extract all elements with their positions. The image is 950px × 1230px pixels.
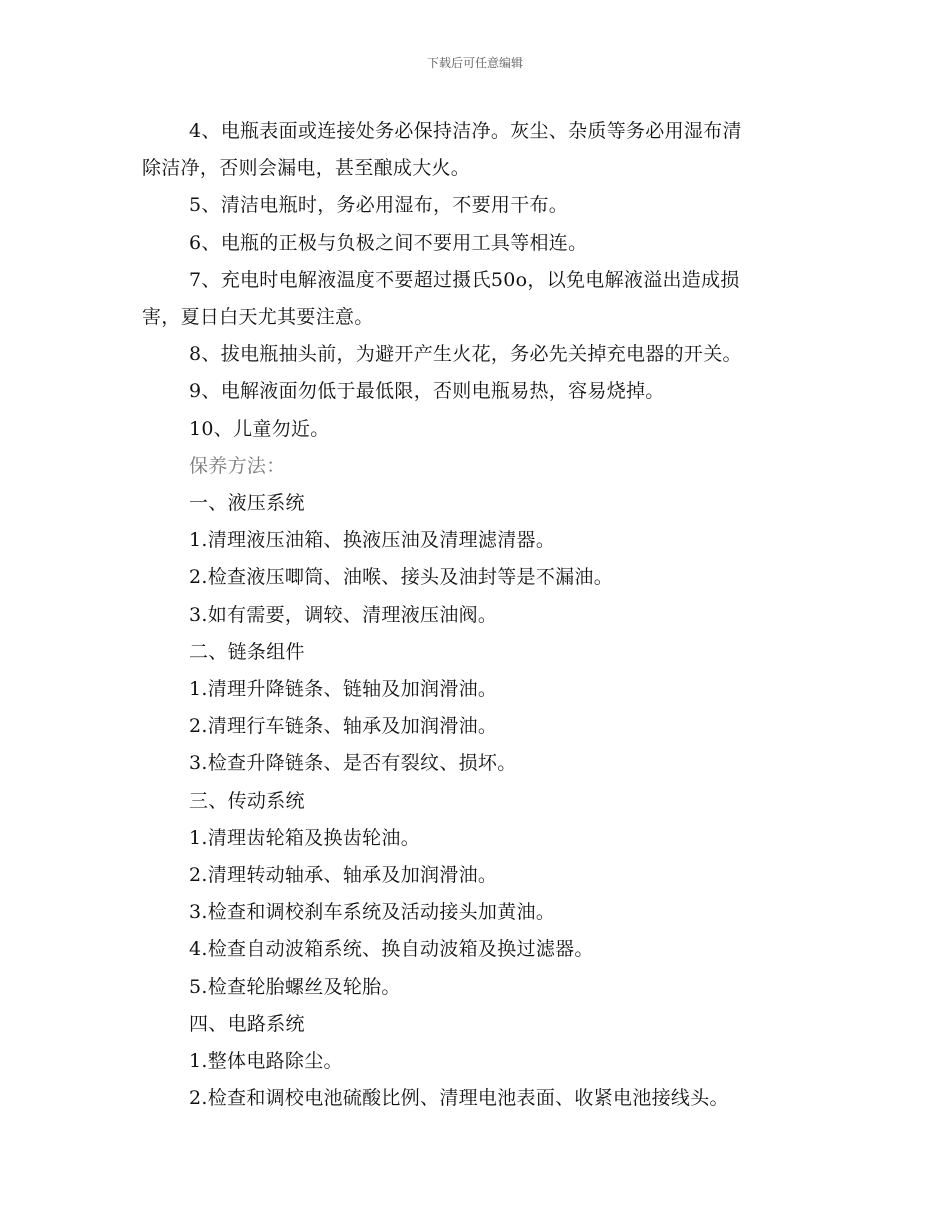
text-line: 2.检查和调校电池硫酸比例、清理电池表面、收紧电池接线头。 [189, 1087, 729, 1110]
page-header: 下载后可任意编辑 [426, 56, 523, 70]
text-line: 4.检查自动波箱系统、换自动波箱及换过滤器。 [189, 938, 594, 961]
text-line: 2.清理转动轴承、轴承及加润滑油。 [189, 864, 498, 887]
text-line: 二、链条组件 [189, 640, 305, 663]
text-line: 1.清理升降链条、链轴及加润滑油。 [189, 678, 498, 701]
text-line: 5.检查轮胎螺丝及轮胎。 [189, 975, 401, 998]
text-line: 2.检查液压唧筒、油喉、接头及油封等是不漏油。 [189, 566, 614, 589]
text-line: 8、拔电瓶抽头前，为避开产生火花，务必先关掉充电器的开关。 [189, 343, 742, 366]
text-line: 9、电解液面勿低于最低限，否则电瓶易热，容易烧掉。 [189, 380, 665, 403]
text-line: 6、电瓶的正极与负极之间不要用工具等相连。 [189, 231, 588, 254]
text-line: 10、儿童勿近。 [189, 417, 330, 440]
text-line: 1.整体电路除尘。 [189, 1050, 343, 1073]
text-line: 保养方法： [189, 454, 286, 477]
text-line: 3.如有需要，调较、清理液压油阀。 [189, 603, 498, 626]
text-line: 1.清理齿轮箱及换齿轮油。 [189, 826, 421, 849]
text-line: 三、传动系统 [189, 789, 305, 812]
text-line: 3.检查和调校刹车系统及活动接头加黄油。 [189, 901, 556, 924]
text-line: 一、液压系统 [189, 492, 305, 515]
text-line: 7、充电时电解液温度不要超过摄氏50o，以免电解液溢出造成损 [189, 268, 740, 291]
text-line: 4、电瓶表面或连接处务必保持洁净。灰尘、杂质等务必用湿布清 [189, 120, 742, 142]
text-line: 害，夏日白天尤其要注意。 [142, 306, 374, 329]
text-line: 1.清理液压油箱、换液压油及清理滤清器。 [189, 529, 556, 552]
text-line: 5、清洁电瓶时，务必用湿布，不要用干布。 [189, 194, 569, 217]
text-line: 3.检查升降链条、是否有裂纹、损坏。 [189, 752, 517, 775]
text-line: 四、电路系统 [189, 1012, 305, 1035]
document-body [142, 113, 812, 1117]
text-line: 除洁净，否则会漏电，甚至酿成大火。 [142, 157, 471, 180]
text-line: 2.清理行车链条、轴承及加润滑油。 [189, 715, 498, 738]
